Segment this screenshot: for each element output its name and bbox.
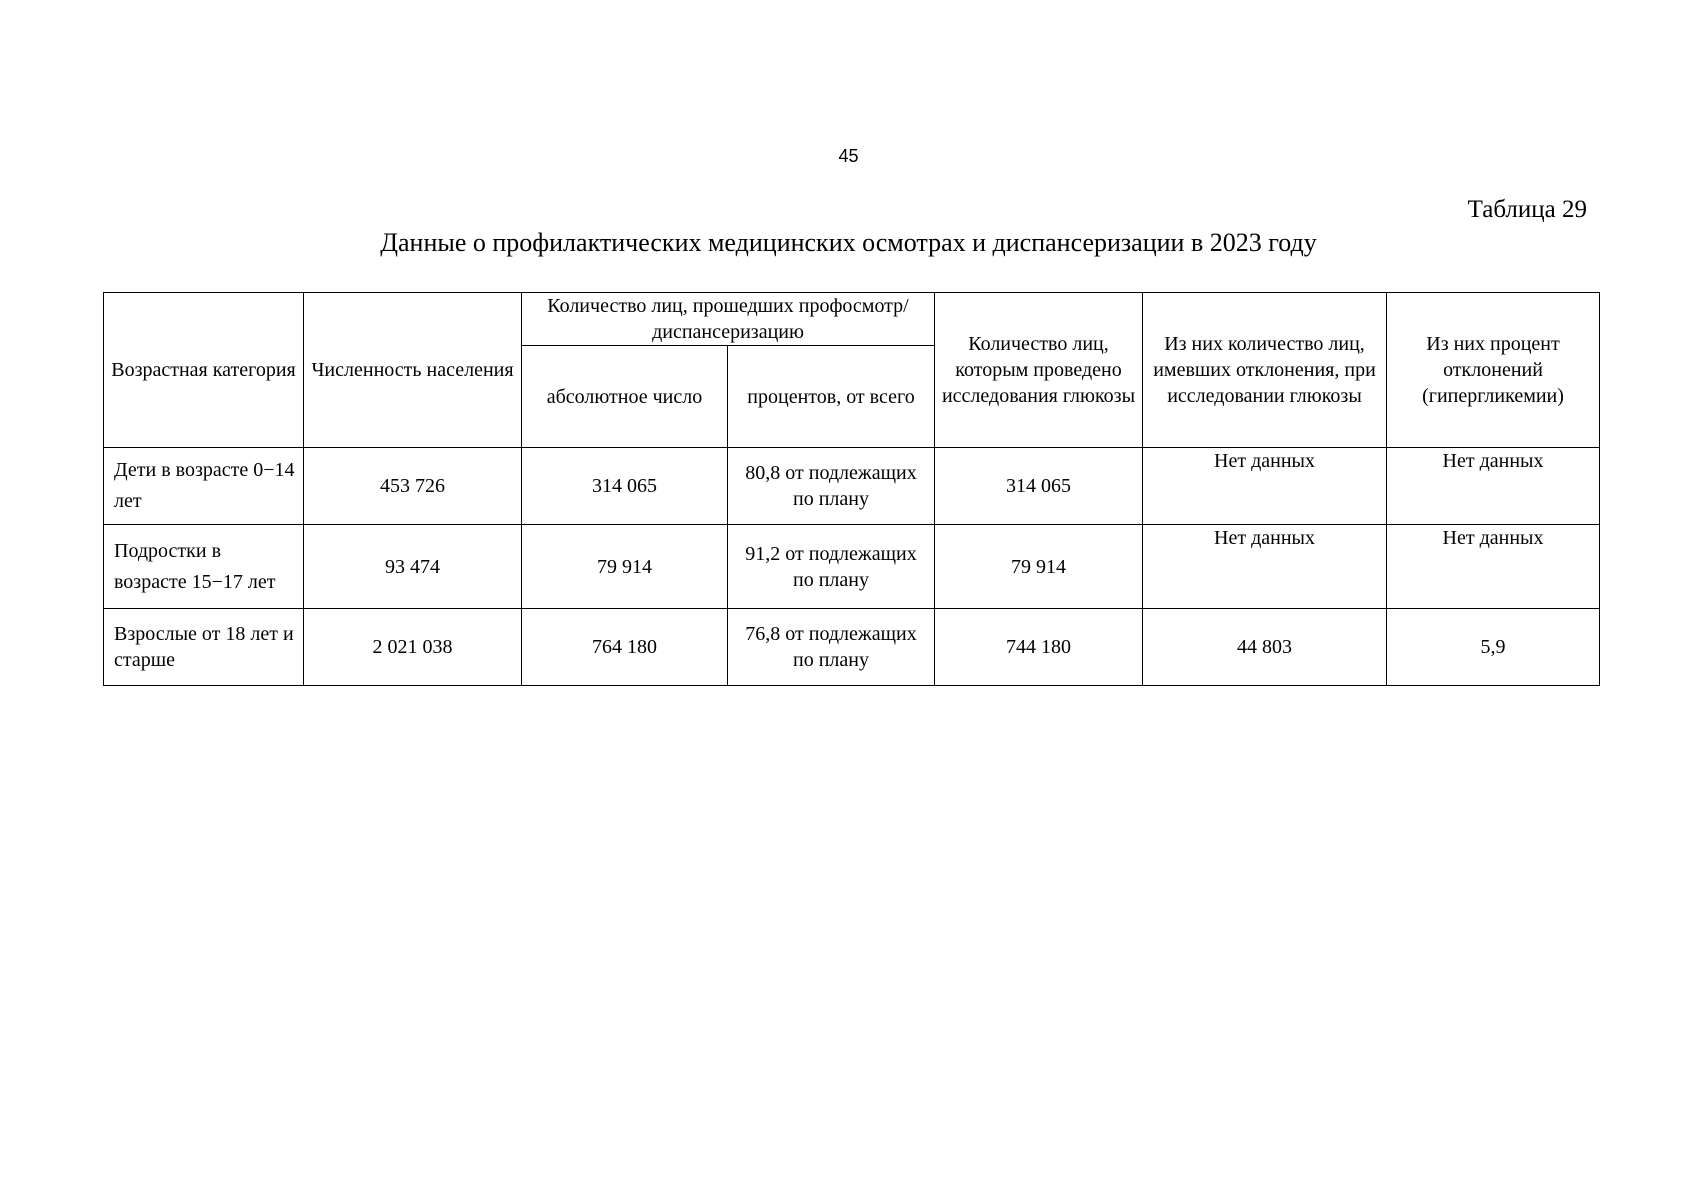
cell-glucose: 314 065 (935, 448, 1143, 525)
cell-population: 2 021 038 (304, 609, 522, 686)
table-row (104, 609, 1600, 686)
table-label: Таблица 29 (1467, 196, 1587, 223)
page-number: 45 (838, 146, 859, 166)
cell-deviations: Нет данных (1143, 525, 1387, 609)
header-absolute: абсолютное число (522, 346, 728, 448)
header-glucose-tested: Количество лиц, которым проведено исследования глюкозы (935, 293, 1143, 448)
header-passed-group: Количество лиц, прошедших профосмотр/диспансеризацию (522, 293, 935, 346)
cell-glucose: 744 180 (935, 609, 1143, 686)
cell-category: Взрослые от 18 лет и старше (104, 609, 304, 686)
header-percent: процентов, от всего (728, 346, 935, 448)
data-table (103, 292, 1600, 686)
cell-deviations: 44 803 (1143, 609, 1387, 686)
cell-absolute: 79 914 (522, 525, 728, 609)
cell-deviation-percent: Нет данных (1387, 448, 1600, 525)
table-row (104, 448, 1600, 525)
header-age-category: Возрастная категория (104, 293, 304, 448)
header-deviations: Из них количество лиц, имевших отклонения, при исследовании глюкозы (1143, 293, 1387, 448)
cell-absolute: 314 065 (522, 448, 728, 525)
header-population: Численность населения (304, 293, 522, 448)
table-row (104, 525, 1600, 609)
header-deviation-percent: Из них процент отклонений (гипергликемии) (1387, 293, 1600, 448)
cell-absolute: 764 180 (522, 609, 728, 686)
cell-population: 93 474 (304, 525, 522, 609)
cell-category: Дети в возрасте 0−14 лет (104, 448, 304, 525)
cell-percent: 91,2 от подлежащих по плану (728, 525, 935, 609)
cell-deviations: Нет данных (1143, 448, 1387, 525)
cell-percent: 80,8 от подлежащих по плану (728, 448, 935, 525)
cell-population: 453 726 (304, 448, 522, 525)
cell-percent: 76,8 от подлежащих по плану (728, 609, 935, 686)
cell-deviation-percent: Нет данных (1387, 525, 1600, 609)
cell-category: Подростки в возрасте 15−17 лет (104, 525, 304, 609)
cell-deviation-percent: 5,9 (1387, 609, 1600, 686)
cell-glucose: 79 914 (935, 525, 1143, 609)
table-title: Данные о профилактических медицинских осмотрах и диспансеризации в 2023 году (380, 228, 1317, 257)
header-row-top (104, 293, 1600, 346)
